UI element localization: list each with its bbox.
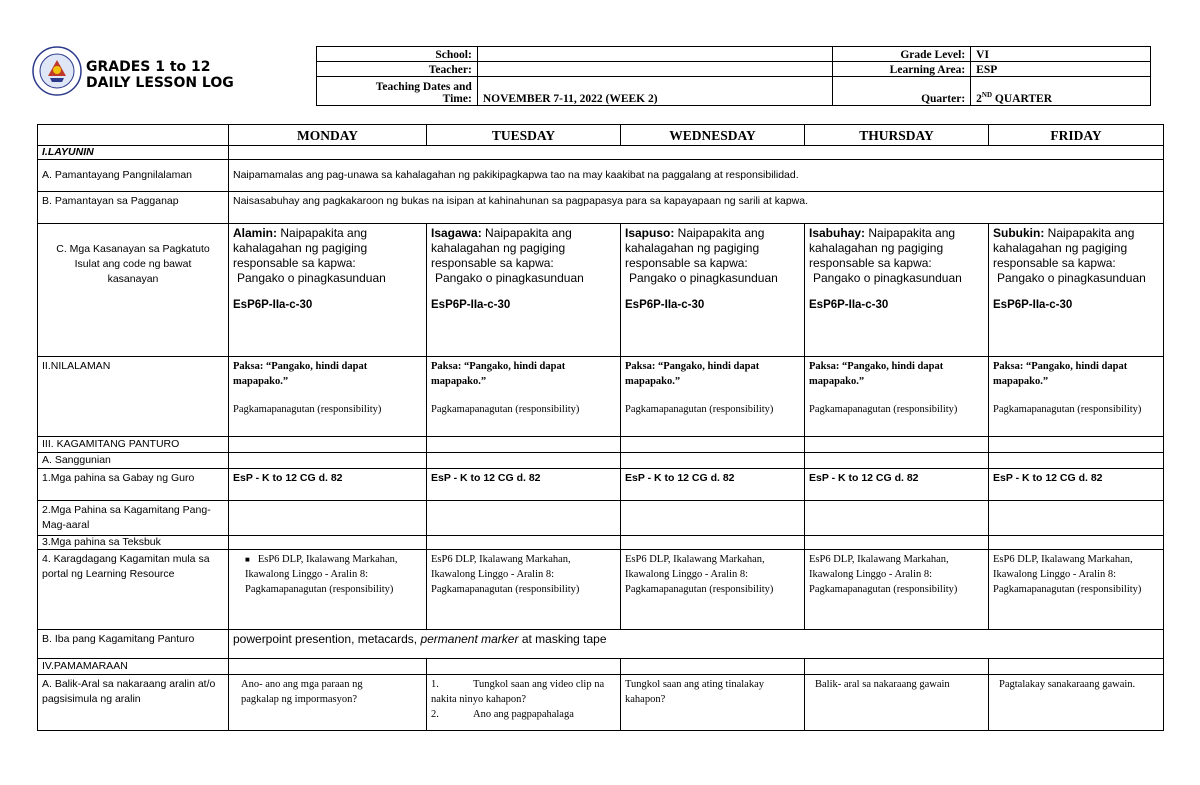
nilalaman-pagka: Pagkamapanagutan (responsibility) [431, 404, 580, 415]
teaching-dates-value: NOVEMBER 7-11, 2022 (WEEK 2) [477, 77, 833, 106]
karagdagan-friday [989, 550, 1164, 630]
pagganap-label: B. Pamantayan sa Pagganap [38, 192, 229, 224]
empty-cell [229, 659, 427, 675]
day-header-monday: MONDAY [229, 125, 427, 146]
iba-text-em: permanent marker [420, 632, 519, 646]
karagdagan-text: EsP6 DLP, Ikalawang Markahan, Ikawalong Linggo - Aralin 8: [245, 554, 398, 580]
balik-label: A. Balik-Aral sa nakaraang aralin at/o pagsisimula ng aralin [38, 675, 229, 731]
school-label: School: [317, 47, 478, 62]
nilalaman-monday [229, 357, 427, 437]
kasanayan-code: EsP6P-IIa-c-30 [993, 299, 1073, 311]
iba-text-2: at masking tape [518, 632, 607, 646]
kasanayan-code: EsP6P-IIa-c-30 [233, 299, 313, 311]
balik-tuesday-item-1 [431, 677, 616, 707]
gabay-friday: EsP - K to 12 CG d. 82 [989, 469, 1164, 501]
sanggunian-heading: A. Sanggunian [38, 453, 229, 469]
bullet-icon: ■ [245, 555, 250, 564]
empty-cell [621, 453, 805, 469]
pagganap-value: Naisasabuhay ang pagkakaroon ng bukas na isipan at kahinahunan sa pagpapasya para sa kapayapaan ng sarili at kapwa. [229, 192, 1164, 224]
empty-cell [427, 659, 621, 675]
kasanayan-text: Naipapakita ang kahalagahan ng pagiging responsable sa kapwa: [233, 226, 368, 270]
empty-cell [989, 437, 1164, 453]
pangnilalaman-value: Naipamamalas ang pag-unawa sa kahalagahan ng pakikipagkapwa tao na may kaakibat na paggalang at responsibilidad. [229, 160, 1164, 192]
deped-seal-logo [32, 46, 82, 96]
kasanayan-head: Alamin: [233, 226, 278, 240]
karagdagan-text: EsP6 DLP, Ikalawang Markahan, Ikawalong Linggo - Aralin 8: [809, 554, 949, 580]
magaaral-label: 2.Mga Pahina sa Kagamitang Pang-Mag-aaral [38, 501, 229, 536]
teaching-dates-label-line1: Teaching Dates and [375, 81, 472, 93]
pangnilalaman-label: A. Pamantayang Pangnilalaman [38, 160, 229, 192]
day-header-thursday: THURSDAY [805, 125, 989, 146]
kasanayan-sub: Pangako o pinagkasunduan [629, 271, 778, 285]
kasanayan-text: Naipapakita ang kahalagahan ng pagiging responsable sa kapwa: [625, 226, 765, 270]
empty-cell [621, 501, 805, 536]
kagamitan-heading: III. KAGAMITANG PANTURO [38, 437, 229, 453]
kasanayan-text: Naipapakita ang kahalagahan ng pagiging responsable sa kapwa: [431, 226, 572, 270]
kasanayan-thursday [805, 224, 989, 357]
kasanayan-label-2: Isulat ang code ng bawat [74, 258, 192, 270]
karagdagan-sub: Pagkamapanagutan (responsibility) [625, 584, 774, 595]
kasanayan-sub: Pangako o pinagkasunduan [997, 271, 1146, 285]
karagdagan-text: EsP6 DLP, Ikalawang Markahan, Ikawalong Linggo - Aralin 8: [625, 554, 765, 580]
nilalaman-label: II.NILALAMAN [38, 357, 229, 437]
kasanayan-sub: Pangako o pinagkasunduan [435, 271, 584, 285]
nilalaman-pagka: Pagkamapanagutan (responsibility) [233, 404, 382, 415]
kasanayan-text: Naipapakita ang kahalagahan ng pagiging responsable sa kapwa: [809, 226, 956, 270]
gabay-thursday: EsP - K to 12 CG d. 82 [805, 469, 989, 501]
quarter-label: Quarter: [833, 77, 971, 106]
empty-cell [805, 659, 989, 675]
header-info-table [316, 46, 1151, 106]
kasanayan-friday [989, 224, 1164, 357]
day-header-blank [38, 125, 229, 146]
quarter-word: QUARTER [992, 93, 1053, 105]
karagdagan-text: EsP6 DLP, Ikalawang Markahan, Ikawalong Linggo - Aralin 8: [993, 554, 1133, 580]
learning-area-value: ESP [971, 62, 1151, 77]
balik-thursday: Balik- aral sa nakaraang gawain [805, 675, 989, 731]
nilalaman-paksa: Paksa: “Pangako, hindi dapat mapapako.” [625, 361, 760, 387]
day-header-wednesday: WEDNESDAY [621, 125, 805, 146]
layunin-blank [229, 146, 1164, 160]
karagdagan-label: 4. Karagdagang Kagamitan mula sa portal ng Learning Resource [38, 550, 229, 630]
empty-cell [805, 437, 989, 453]
iba-text-1: powerpoint presention, metacards, [233, 632, 421, 646]
log-title-daily: DAILY LESSON LOG [86, 75, 234, 91]
quarter-number: 2 [976, 93, 982, 105]
kasanayan-monday [229, 224, 427, 357]
balik-wednesday: Tungkol saan ang ating tinalakay kahapon? [621, 675, 805, 731]
kasanayan-code: EsP6P-IIa-c-30 [809, 299, 889, 311]
quarter-suffix: ND [981, 91, 993, 100]
lesson-log-table [37, 124, 1164, 731]
karagdagan-wednesday [621, 550, 805, 630]
kasanayan-code: EsP6P-IIa-c-30 [625, 299, 705, 311]
nilalaman-pagka: Pagkamapanagutan (responsibility) [993, 404, 1142, 415]
item-text: Tungkol saan ang video clip na nakita ninyo kahapon? [431, 679, 605, 705]
teacher-label: Teacher: [317, 62, 478, 77]
nilalaman-paksa: Paksa: “Pangako, hindi dapat mapapako.” [431, 361, 566, 387]
gabay-label: 1.Mga pahina sa Gabay ng Guro [38, 469, 229, 501]
nilalaman-thursday [805, 357, 989, 437]
karagdagan-sub: Pagkamapanagutan (responsibility) [245, 584, 394, 595]
teaching-dates-label [317, 77, 478, 106]
empty-cell [805, 536, 989, 550]
karagdagan-monday [229, 550, 427, 630]
empty-cell [229, 453, 427, 469]
kasanayan-code: EsP6P-IIa-c-30 [431, 299, 511, 311]
grade-level-value: VI [971, 47, 1151, 62]
nilalaman-pagka: Pagkamapanagutan (responsibility) [625, 404, 774, 415]
gabay-tuesday: EsP - K to 12 CG d. 82 [427, 469, 621, 501]
nilalaman-tuesday [427, 357, 621, 437]
gabay-wednesday: EsP - K to 12 CG d. 82 [621, 469, 805, 501]
kasanayan-head: Isapuso: [625, 226, 675, 240]
empty-cell [229, 501, 427, 536]
kasanayan-sub: Pangako o pinagkasunduan [237, 271, 386, 285]
balik-friday: Pagtalakay sanakaraang gawain. [989, 675, 1164, 731]
nilalaman-paksa: Paksa: “Pangako, hindi dapat mapapako.” [233, 361, 368, 387]
karagdagan-thursday [805, 550, 989, 630]
kasanayan-sub: Pangako o pinagkasunduan [813, 271, 962, 285]
kasanayan-tuesday [427, 224, 621, 357]
layunin-heading: I.LAYUNIN [38, 146, 229, 160]
balik-tuesday-item-2 [431, 707, 616, 722]
empty-cell [427, 501, 621, 536]
kasanayan-label [38, 224, 229, 357]
karagdagan-sub: Pagkamapanagutan (responsibility) [993, 584, 1142, 595]
kasanayan-text: Naipapakita ang kahalagahan ng pagiging responsable sa kapwa: [993, 226, 1135, 270]
kasanayan-head: Isabuhay: [809, 226, 866, 240]
nilalaman-paksa: Paksa: “Pangako, hindi dapat mapapako.” [809, 361, 944, 387]
kasanayan-head: Isagawa: [431, 226, 482, 240]
iba-label: B. Iba pang Kagamitang Panturo [38, 630, 229, 659]
balik-monday: Ano- ano ang mga paraan ng pagkalap ng impormasyon? [229, 675, 427, 731]
item-number: 1. [431, 679, 439, 690]
empty-cell [621, 536, 805, 550]
empty-cell [989, 453, 1164, 469]
learning-area-label: Learning Area: [833, 62, 971, 77]
empty-cell [427, 453, 621, 469]
empty-cell [229, 536, 427, 550]
balik-tuesday [427, 675, 621, 731]
kasanayan-label-1: C. Mga Kasanayan sa Pagkatuto [56, 243, 210, 255]
kasanayan-label-3: kasanayan [107, 273, 159, 285]
teacher-value [477, 62, 833, 77]
grade-level-label: Grade Level: [833, 47, 971, 62]
log-title-grades: GRADES 1 to 12 [86, 59, 211, 75]
nilalaman-friday [989, 357, 1164, 437]
nilalaman-pagka: Pagkamapanagutan (responsibility) [809, 404, 958, 415]
empty-cell [621, 437, 805, 453]
teaching-dates-label-line2: Time: [442, 93, 472, 105]
karagdagan-tuesday [427, 550, 621, 630]
empty-cell [621, 659, 805, 675]
empty-cell [989, 659, 1164, 675]
teksbuk-label: 3.Mga pahina sa Teksbuk [38, 536, 229, 550]
empty-cell [989, 536, 1164, 550]
item-text: Ano ang pagpapahalaga [473, 709, 574, 720]
empty-cell [427, 536, 621, 550]
empty-cell [427, 437, 621, 453]
kasanayan-head: Subukin: [993, 226, 1045, 240]
school-value [477, 47, 833, 62]
karagdagan-text: EsP6 DLP, Ikalawang Markahan, Ikawalong Linggo - Aralin 8: [431, 554, 571, 580]
karagdagan-sub: Pagkamapanagutan (responsibility) [431, 584, 580, 595]
empty-cell [805, 453, 989, 469]
gabay-monday: EsP - K to 12 CG d. 82 [229, 469, 427, 501]
karagdagan-sub: Pagkamapanagutan (responsibility) [809, 584, 958, 595]
quarter-value [971, 77, 1151, 106]
kasanayan-wednesday [621, 224, 805, 357]
day-header-tuesday: TUESDAY [427, 125, 621, 146]
empty-cell [805, 501, 989, 536]
nilalaman-paksa: Paksa: “Pangako, hindi dapat mapapako.” [993, 361, 1128, 387]
empty-cell [989, 501, 1164, 536]
iba-value [229, 630, 1164, 659]
nilalaman-wednesday [621, 357, 805, 437]
empty-cell [229, 437, 427, 453]
item-number: 2. [431, 709, 439, 720]
day-header-friday: FRIDAY [989, 125, 1164, 146]
pamamaraan-heading: IV.PAMAMARAAN [38, 659, 229, 675]
